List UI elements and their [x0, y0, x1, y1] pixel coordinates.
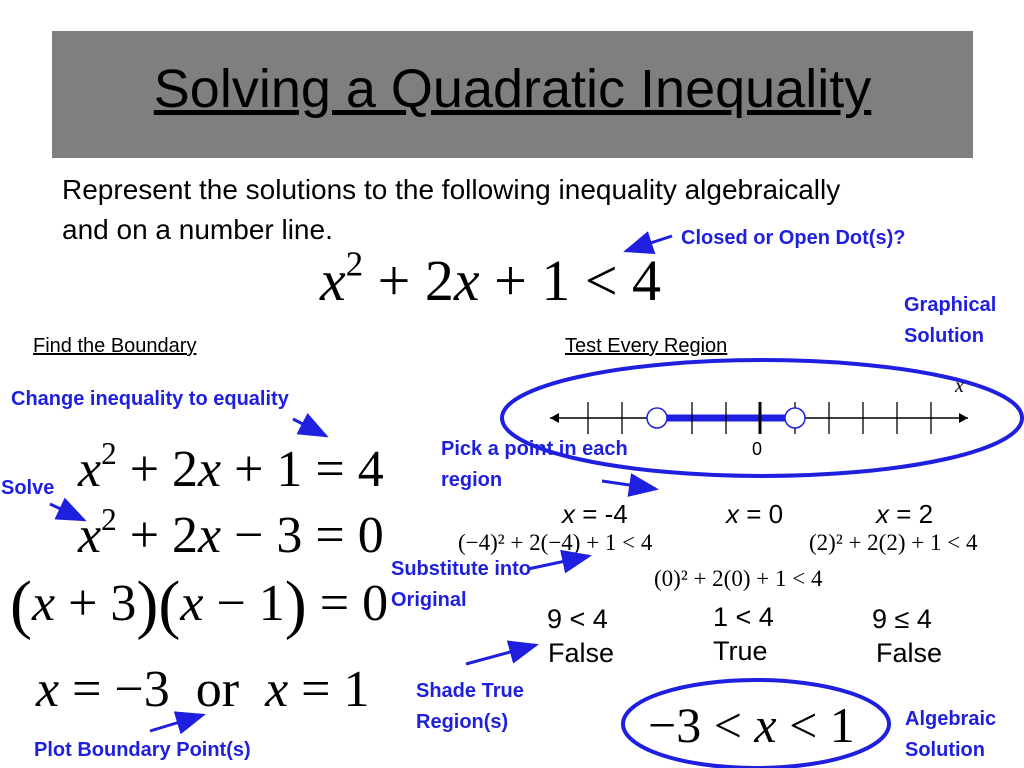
algebraic-solution-ellipse	[623, 680, 889, 768]
main-inequality: $x^2 + 2x + 1 < 4$	[320, 244, 662, 313]
arrow-plot-boundary	[150, 715, 203, 731]
note-change-to-equality: Change inequality to equality	[11, 388, 289, 410]
arrow-shade-true	[466, 645, 536, 664]
note-closed-or-open: Closed or Open Dot(s)?	[681, 227, 906, 249]
open-dot-right	[785, 408, 805, 428]
result-3: 9 ≤ 4	[872, 604, 932, 634]
equation-equality: $x^2 + 2x + 1 = 4$	[78, 436, 384, 498]
verdict-1: False	[548, 638, 615, 668]
test-point-2: x = 0	[726, 499, 784, 529]
arrow-closed-open	[626, 236, 672, 251]
note-plot-boundary: Plot Boundary Point(s)	[34, 739, 251, 761]
equation-zero: $x^2 + 2x - 3 = 0$	[78, 502, 384, 564]
note-substitute: Substitute into Original	[391, 558, 531, 611]
axis-label: x	[955, 375, 964, 397]
open-dot-left	[647, 408, 667, 428]
number-line	[550, 375, 968, 459]
note-solve: Solve	[1, 477, 55, 499]
arrow-pick-point	[602, 481, 656, 489]
note-pick-point: Pick a point in each region	[441, 438, 628, 491]
verdict-2: True	[713, 636, 768, 666]
arrow-change-equality	[293, 419, 326, 436]
arrow-substitute	[528, 556, 589, 569]
substitution-2: (0)² + 2(0) + 1 < 4	[654, 566, 823, 591]
intro-text: Represent the solutions to the following inequality algebraically and on a number line.	[62, 174, 841, 245]
slide-title: Solving a Quadratic Inequality	[153, 59, 872, 119]
heading-find-boundary: Find the Boundary	[33, 335, 197, 357]
note-graphical-solution: Graphical Solution	[904, 294, 997, 347]
verdict-3: False	[876, 638, 943, 668]
pointer-arrows	[50, 236, 672, 731]
result-2: 1 < 4	[713, 602, 774, 632]
result-1: 9 < 4	[547, 604, 608, 634]
equation-factored: (x + 3)(x − 1) = 0	[10, 568, 389, 641]
note-algebraic-solution: Algebraic Solution	[905, 708, 997, 761]
substitution-1: (−4)² + 2(−4) + 1 < 4	[458, 530, 653, 555]
note-shade-true: Shade True Region(s)	[416, 680, 524, 733]
test-point-1: x = -4	[562, 499, 628, 529]
zero-label: 0	[752, 439, 763, 459]
heading-test-region: Test Every Region	[565, 335, 728, 357]
algebraic-solution: −3 < x < 1	[648, 697, 855, 753]
equation-roots: x = −3 or x = 1	[36, 661, 370, 718]
substitution-3: (2)² + 2(2) + 1 < 4	[809, 530, 978, 555]
arrow-solve	[50, 504, 84, 520]
test-point-3: x = 2	[876, 499, 934, 529]
